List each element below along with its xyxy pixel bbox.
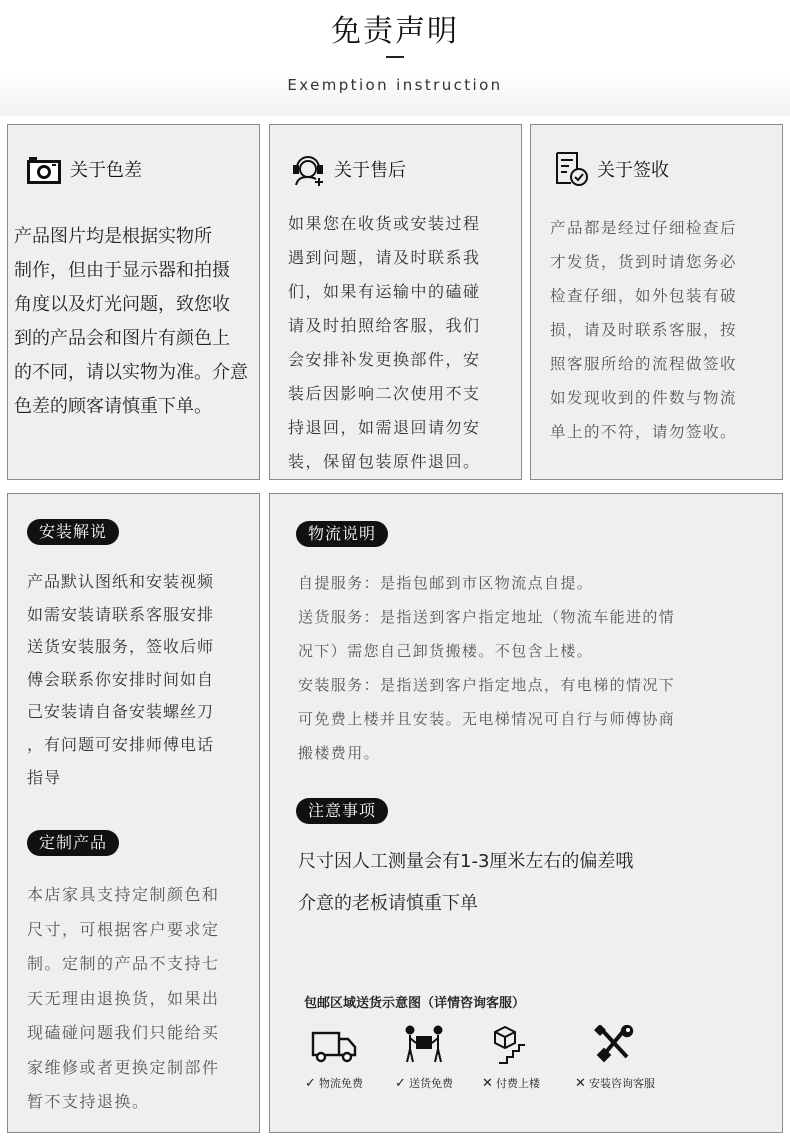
color-diff-panel — [7, 124, 260, 480]
service-item — [299, 1025, 369, 1091]
color-diff-heading — [26, 151, 142, 187]
text-line: 送货服务：是指送到客户指定地址（物流车能进的情 — [298, 608, 676, 626]
notice-text — [298, 841, 633, 925]
camera-icon — [26, 151, 62, 187]
tools-icon — [591, 1025, 639, 1065]
text-line: 持退回，如需退回请勿安 — [288, 418, 481, 437]
text-line: 况下）需您自己卸货搬楼。不包含上楼。 — [298, 642, 594, 660]
receipt-heading — [553, 151, 669, 187]
check-icon: ✓ — [305, 1076, 316, 1091]
text-line: 角度以及灯光问题，致您收 — [14, 294, 230, 315]
text-line: 可免费上楼并且安装。无电梯情况可自行与师傅协商 — [298, 710, 676, 728]
service-label-text: 安装咨询客服 — [588, 1077, 655, 1090]
truck-icon — [310, 1025, 358, 1065]
text-line: 产品图片均是根据实物所 — [14, 226, 212, 247]
text-line: 送货安装服务，签收后师 — [27, 637, 215, 657]
color-diff-text — [14, 220, 248, 424]
text-line: 遇到问题，请及时联系我 — [288, 248, 481, 267]
service-label-text: 物流免费 — [318, 1077, 363, 1090]
text-line: 指导 — [27, 767, 62, 787]
text-line: 损，请及时联系客服，按 — [550, 321, 738, 339]
text-line: 照客服所给的流程做签收 — [550, 355, 738, 373]
custom-badge: 定制产品 — [27, 830, 119, 856]
receipt-panel — [530, 124, 783, 480]
text-line: 尺寸，可根据客户要求定 — [27, 919, 220, 939]
text-line: 安装服务：是指送到客户指定地点，有电梯的情况下 — [298, 676, 676, 694]
installation-panel — [7, 493, 260, 1133]
color-diff-title: 关于色差 — [70, 160, 142, 181]
service-label — [570, 1075, 660, 1091]
text-line: 天无理由退换货，如果出 — [27, 988, 220, 1008]
receipt-title: 关于签收 — [597, 160, 669, 181]
service-label — [299, 1075, 369, 1091]
stairs-box-icon — [487, 1025, 535, 1065]
text-line: 如发现收到的件数与物流 — [550, 389, 738, 407]
cross-icon: ✕ — [482, 1076, 493, 1091]
delivery-people-icon — [400, 1025, 448, 1065]
service-label-text: 付费上楼 — [495, 1077, 540, 1090]
text-line: 现磕碰问题我们只能给买 — [27, 1023, 220, 1042]
text-line: 介意的老板请慎重下单 — [298, 893, 478, 914]
service-item — [389, 1025, 459, 1091]
text-line: 单上的不符，请勿签收。 — [550, 423, 738, 441]
title-divider — [386, 56, 404, 58]
text-line: 暂不支持退换。 — [27, 1092, 150, 1111]
text-line: 检查仔细，如外包装有破 — [550, 287, 738, 305]
after-sales-text — [288, 207, 481, 479]
service-item — [570, 1025, 660, 1091]
check-icon: ✓ — [395, 1076, 406, 1091]
text-line: 装，保留包装原件退回。 — [288, 452, 481, 471]
logistics-text — [298, 566, 675, 770]
text-line: 家维修或者更换定制部件 — [27, 1057, 220, 1077]
text-line: 请及时拍照给客服，我们 — [288, 316, 481, 335]
installation-badge: 安装解说 — [27, 519, 119, 545]
text-line: 产品都是经过仔细检查后 — [550, 219, 738, 237]
service-label — [476, 1075, 546, 1091]
text-line: 如需安装请联系客服安排 — [27, 604, 215, 624]
text-line: 自提服务：是指包邮到市区物流点自提。 — [298, 574, 594, 592]
receipt-text — [550, 211, 737, 449]
text-line: 搬楼费用。 — [298, 744, 381, 762]
after-sales-heading — [290, 151, 406, 187]
cross-icon: ✕ — [575, 1076, 586, 1091]
service-item — [476, 1025, 546, 1091]
text-line: 制。定制的产品不支持七 — [27, 954, 220, 973]
text-line: 到的产品会和图片有颜色上 — [14, 328, 230, 349]
installation-text — [27, 566, 214, 794]
custom-text — [27, 878, 220, 1120]
page-subtitle: Exemption instruction — [287, 76, 503, 94]
delivery-area-caption: 包邮区域送货示意图（详情咨询客服） — [304, 996, 526, 1011]
text-line: 会安排补发更换部件，安 — [288, 350, 481, 369]
text-line: 尺寸因人工测量会有1-3厘米左右的偏差哦 — [298, 851, 634, 872]
service-label-text: 送货免费 — [408, 1077, 453, 1090]
page-header — [0, 0, 790, 116]
text-line: 才发货，货到时请您务必 — [550, 253, 738, 271]
notice-badge: 注意事项 — [296, 798, 388, 824]
text-line: 傅会联系你安排时间如自 — [27, 669, 215, 689]
text-line: ，有问题可安排师傅电话 — [27, 734, 215, 754]
text-line: 的不同，请以实物为准。介意 — [14, 362, 248, 383]
text-line: 本店家具支持定制颜色和 — [27, 885, 220, 904]
text-line: 如果您在收货或安装过程 — [288, 214, 481, 233]
customer-service-icon — [290, 151, 326, 187]
text-line: 色差的顾客请慎重下单。 — [14, 396, 212, 417]
document-check-icon — [553, 151, 589, 187]
text-line: 制作，但由于显示器和拍摄 — [14, 260, 230, 281]
after-sales-panel — [269, 124, 522, 480]
text-line: 们，如果有运输中的磕碰 — [288, 282, 481, 301]
text-line: 己安装请自备安装螺丝刀 — [27, 702, 215, 722]
logistics-badge: 物流说明 — [296, 521, 388, 547]
page-title: 免责声明 — [331, 14, 459, 49]
text-line: 产品默认图纸和安装视频 — [27, 572, 215, 591]
after-sales-title: 关于售后 — [334, 160, 406, 181]
text-line: 装后因影响二次使用不支 — [288, 384, 481, 403]
service-label — [389, 1075, 459, 1091]
